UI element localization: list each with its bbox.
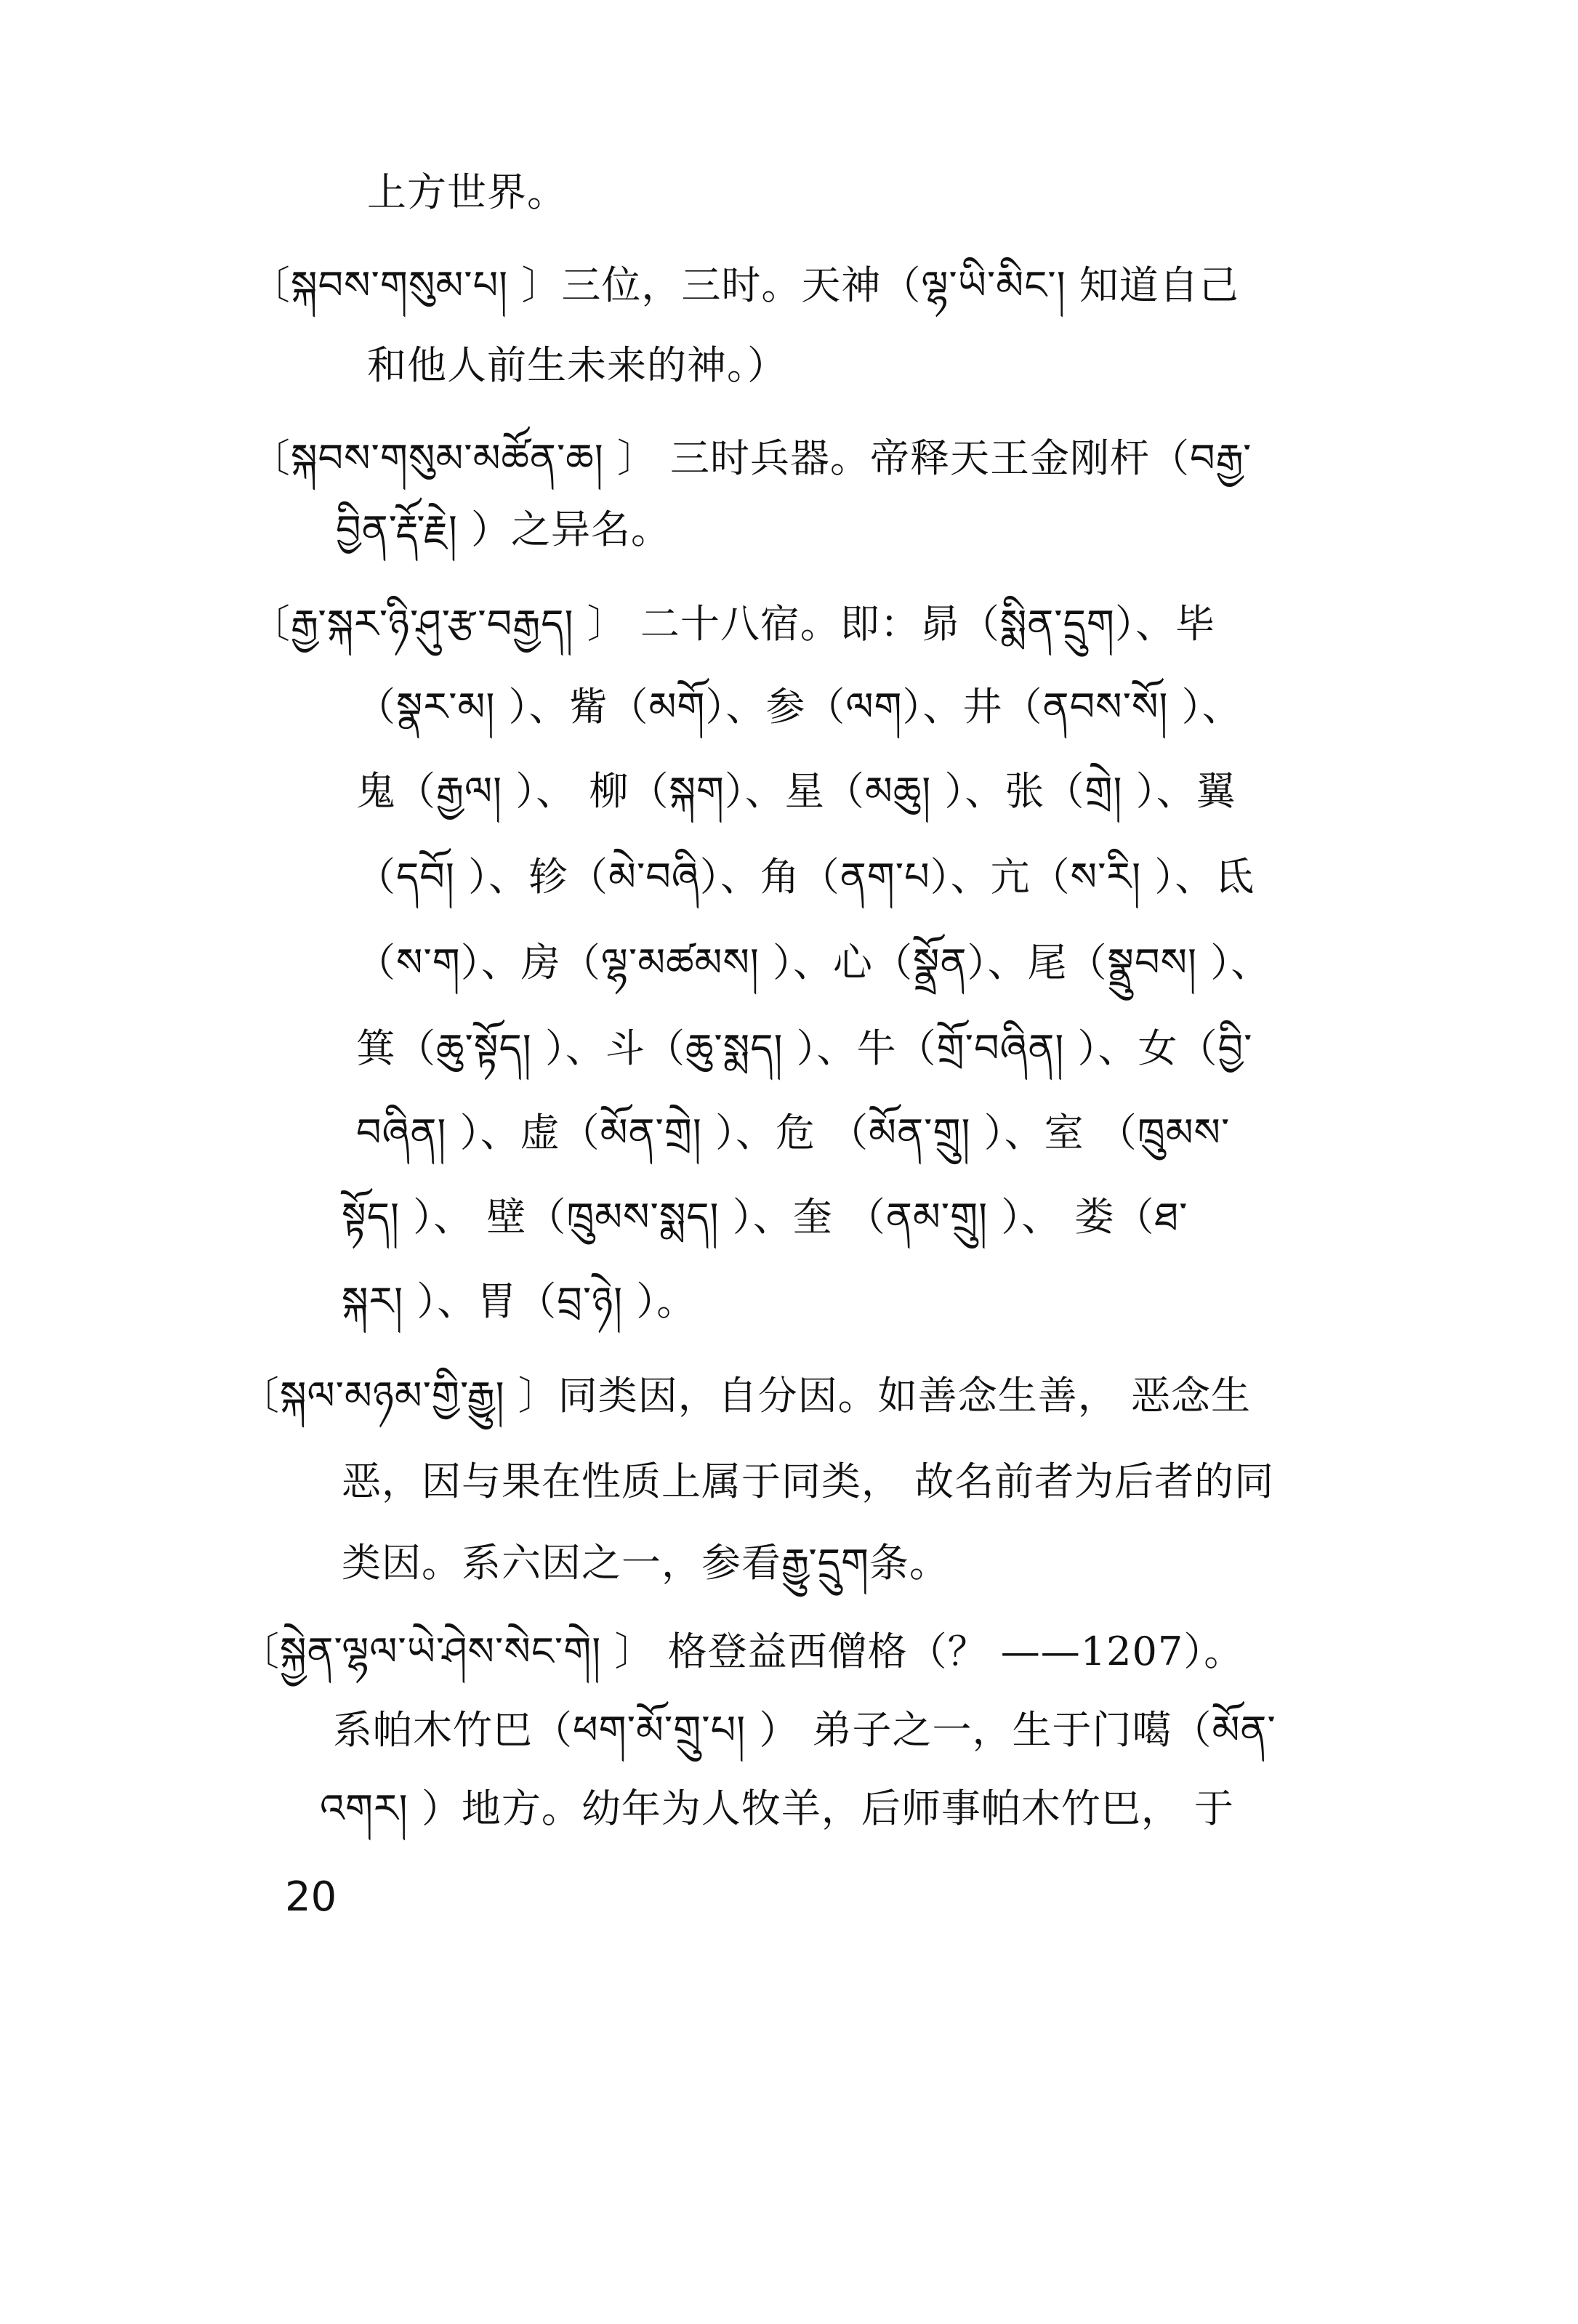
text-line: 系帕木竹巴（ཕག་མོ་གྲུ་པ། ） 弟子之一，生于门噶（མོན་ — [333, 1707, 1276, 1753]
page-number: 20 — [285, 1873, 337, 1921]
text-line: སྐར། ）、胃（བྲ་ཉེ། ）。 — [342, 1278, 697, 1324]
text-line: འགར། ）地方。幼年为人牧羊，后师事帕木竹巴， 于 — [320, 1786, 1234, 1831]
text-line: སྟོད། ）、 壁（ཁྲུམས་སྨད། ）、奎 （ནམ་གྲུ། ）、 娄（ཐ་ — [342, 1194, 1188, 1240]
text-line: 〔སྐབས་གསུམ་མཚོན་ཆ། 〕 三时兵器。帝释天王金刚杆（བརྒྱ་ — [251, 435, 1252, 481]
text-line: བཞིན། ）、虚（མོན་གྲེ། ）、危 （མོན་གྲུ། ）、室 （ཁྲུམས་ — [356, 1110, 1231, 1155]
text-line: 〔རྒྱ་སྐར་ཉི་ཤུ་རྩ་བརྒྱད། 〕 二十八宿。即：昴（སྨིན་དྲུག）、毕 — [251, 601, 1215, 647]
text-line: （ས་ག）、房（ལྷ་མཚམས། ）、心（སྣྲོན）、尾（སྣྲུབས། ）、 — [356, 940, 1271, 985]
text-line: 〔སྐྱེན་ལྷལ་ཡེ་ཤེས་སེང་གེ། 〕 格登益西僧格（？ ——1207）。 — [240, 1629, 1244, 1674]
text-line: 上方世界。 — [367, 169, 567, 215]
text-line: 〔སྐབས་གསུམ་པ། 〕三位，三时。天神（ལྷ་ཡི་མིང་། 知道自己 — [251, 262, 1239, 308]
text-line: 类因。系六因之一，参看རྒྱུ་དྲུག条。 — [342, 1540, 950, 1586]
text-line: 〔སྐལ་མཉམ་གྱི་རྒྱུ། 〕同类因，自分因。如善念生善， 恶念生 — [240, 1373, 1251, 1419]
text-line: （སྣར་མ། ）、觜（མགོ）、参（ལག）、井（ནབས་སོ། ）、 — [356, 684, 1242, 730]
text-line: བྱིན་རྡོ་རྗེ། ）之异名。 — [336, 507, 672, 552]
text-line: 和他人前生未来的神。） — [367, 342, 787, 388]
text-line: 箕（ཆུ་སྟོད། ）、斗（ཆུ་སྨད། ）、牛（གྲོ་བཞིན། ）、女（བྱི་ — [356, 1025, 1253, 1071]
text-line: 鬼（རྒྱལ། ）、 柳（སྐག）、星（མཆུ། ）、张（གྲེ། ）、翼 — [356, 768, 1236, 814]
text-line: 恶，因与果在性质上属于同类， 故名前者为后者的同 — [342, 1458, 1275, 1504]
text-line: （དབོ། ）、轸（མེ་བཞི）、角（ནག་པ）、亢（ས་རི། ）、氐 — [356, 854, 1255, 900]
